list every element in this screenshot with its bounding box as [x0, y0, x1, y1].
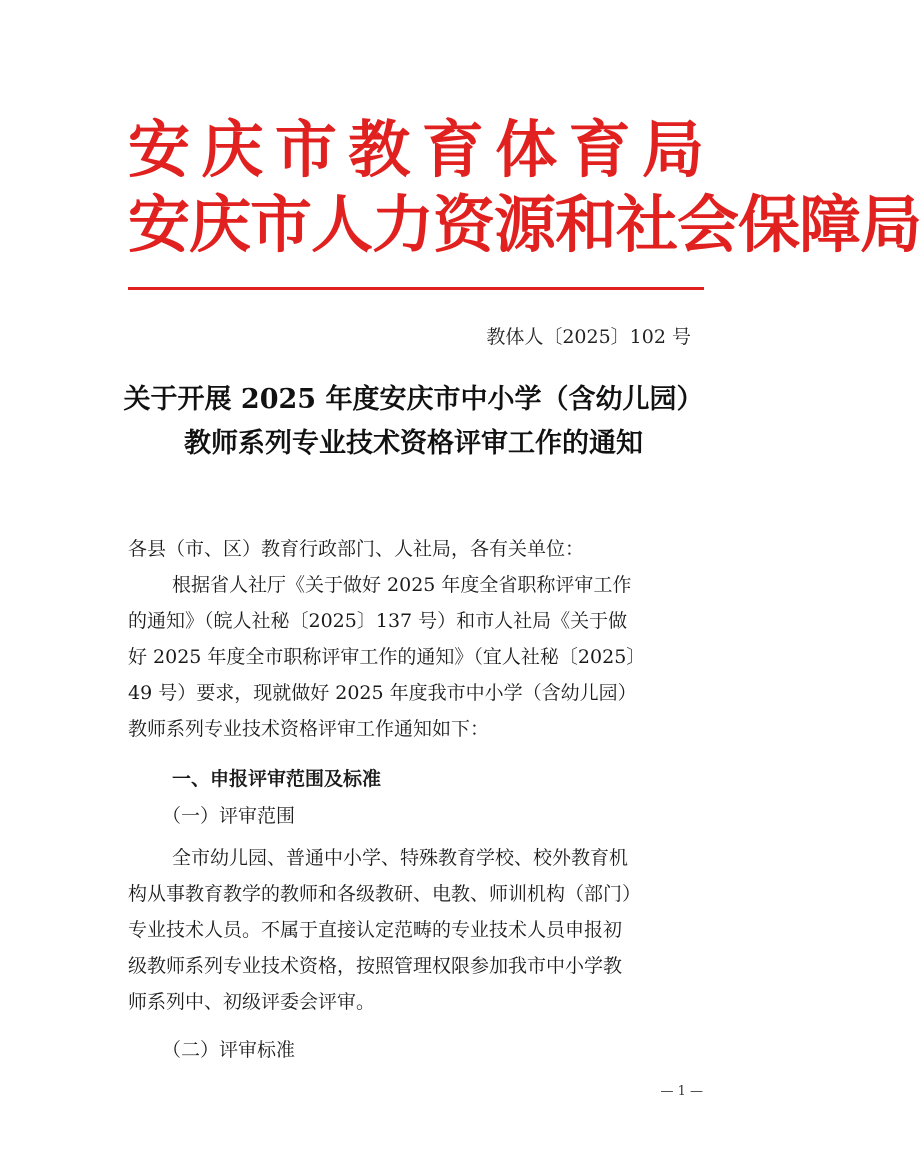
subsection-heading: （一）评审范围	[162, 805, 296, 827]
letterhead-char: 体	[495, 113, 558, 186]
section-heading: 一、申报评审范围及标准	[172, 768, 382, 790]
letterhead-char: 市	[274, 113, 337, 186]
document-number: 教体人〔2025〕102 号	[486, 326, 691, 348]
body-line: 49 号）要求，现就做好 2025 年度我市中小学（含幼儿园）	[128, 682, 637, 704]
letterhead-char: 教	[348, 113, 411, 186]
letterhead-org-1	[128, 115, 704, 185]
document-title-line-2: 教师系列专业技术资格评审工作的通知	[184, 428, 643, 459]
body-line: 专业技术人员。不属于直接认定范畴的专业技术人员申报初	[128, 919, 623, 941]
body-line: 级教师系列专业技术资格，按照管理权限参加我市中小学教	[128, 955, 623, 977]
letterhead-char: 育	[421, 113, 484, 186]
body-line: 师系列中、初级评委会评审。	[128, 991, 376, 1013]
letterhead-org-2: 安庆市人力资源和社会保障局	[128, 188, 921, 261]
letterhead-divider	[128, 287, 704, 290]
letterhead-char: 安	[128, 113, 191, 186]
salutation: 各县（市、区）教育行政部门、人社局，各有关单位：	[128, 538, 585, 560]
letterhead-char: 庆	[201, 113, 264, 186]
body-line: 根据省人社厅《关于做好 2025 年度全省职称评审工作	[172, 574, 632, 596]
body-line: 教师系列专业技术资格评审工作通知如下：	[128, 718, 490, 740]
subsection-heading: （二）评审标准	[162, 1039, 296, 1061]
body-line: 全市幼儿园、普通中小学、特殊教育学校、校外教育机	[172, 847, 629, 869]
page-number: — 1 —	[660, 1084, 703, 1099]
letterhead-char: 局	[641, 113, 704, 186]
body-line: 的通知》（皖人社秘〔2025〕137 号）和市人社局《关于做	[128, 610, 628, 632]
letterhead-char: 育	[568, 113, 631, 186]
body-line: 好 2025 年度全市职称评审工作的通知》（宜人社秘〔2025〕	[128, 646, 646, 668]
body-line: 构从事教育教学的教师和各级教研、电教、师训机构（部门）	[128, 883, 642, 905]
document-title-line-1: 关于开展 2025 年度安庆市中小学（含幼儿园）	[123, 384, 704, 415]
